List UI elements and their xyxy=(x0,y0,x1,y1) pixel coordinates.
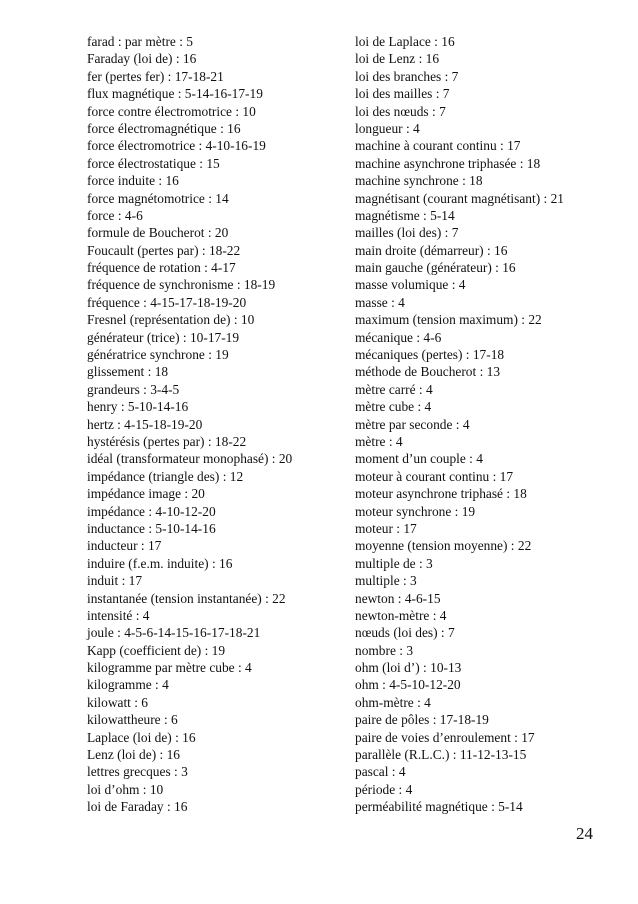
index-entry: génératrice synchrone : 19 xyxy=(87,347,229,363)
index-entry: flux magnétique : 5-14-16-17-19 xyxy=(87,86,263,102)
index-entry: impédance image : 20 xyxy=(87,486,205,502)
index-entry: mètre cube : 4 xyxy=(355,399,432,415)
index-entry: machine asynchrone triphasée : 18 xyxy=(355,155,541,171)
index-entry: fréquence : 4-15-17-18-19-20 xyxy=(87,294,247,310)
index-entry: Laplace (loi de) : 16 xyxy=(87,729,196,745)
index-entry: force électromagnétique : 16 xyxy=(87,120,241,136)
index-entry: henry : 5-10-14-16 xyxy=(87,399,189,415)
index-entry: mécanique : 4-6 xyxy=(355,329,442,345)
index-entry: grandeurs : 3-4-5 xyxy=(87,381,180,397)
index-entry: loi de Laplace : 16 xyxy=(355,34,455,49)
index-entry: induit : 17 xyxy=(87,573,143,589)
index-entry: perméabilité magnétique : 5-14 xyxy=(355,799,523,815)
index-entry: intensité : 4 xyxy=(87,607,150,623)
index-entry: mètre : 4 xyxy=(355,433,403,449)
index-entry: kilogramme par mètre cube : 4 xyxy=(87,660,252,676)
index-entry: ohm-mètre : 4 xyxy=(355,694,431,710)
index-entry: loi d’ohm : 10 xyxy=(87,781,164,797)
index-entry: inductance : 5-10-14-16 xyxy=(87,520,216,536)
index-entry: impédance : 4-10-12-20 xyxy=(87,503,216,519)
index-entry: hystérésis (pertes par) : 18-22 xyxy=(87,433,247,449)
index-entry: loi de Lenz : 16 xyxy=(355,51,440,67)
index-entry: mailles (loi des) : 7 xyxy=(355,225,459,241)
index-entry: période : 4 xyxy=(355,781,413,797)
index-entry: machine synchrone : 18 xyxy=(355,173,483,189)
index-entry: force magnétomotrice : 14 xyxy=(87,190,229,206)
index-entry: moteur asynchrone triphasé : 18 xyxy=(355,486,527,502)
index-entry: ohm (loi d’) : 10-13 xyxy=(355,660,462,676)
index-entry: Kapp (coefficient de) : 19 xyxy=(87,642,226,658)
index-entry: paire de voies d’enroulement : 17 xyxy=(355,729,535,745)
index-entry: instantanée (tension instantanée) : 22 xyxy=(87,590,286,606)
index-entry: masse volumique : 4 xyxy=(355,277,466,293)
index-entry: fréquence de synchronisme : 18-19 xyxy=(87,277,276,293)
index-entry: farad : par mètre : 5 xyxy=(87,34,193,49)
index-entry: loi de Faraday : 16 xyxy=(87,799,188,815)
index-entry: Foucault (pertes par) : 18-22 xyxy=(87,242,241,258)
index-entry: hertz : 4-15-18-19-20 xyxy=(87,416,203,432)
index-entry: Lenz (loi de) : 16 xyxy=(87,747,180,763)
index-entry: machine à courant continu : 17 xyxy=(355,138,521,154)
index-entry: moteur à courant continu : 17 xyxy=(355,468,514,484)
index-entry: induire (f.e.m. induite) : 16 xyxy=(87,555,233,571)
index-entry: générateur (trice) : 10-17-19 xyxy=(87,329,240,345)
index-entry: mètre carré : 4 xyxy=(355,381,433,397)
index-entry: moteur : 17 xyxy=(355,520,417,536)
index-entry: newton : 4-6-15 xyxy=(355,590,441,606)
index-entry: mètre par seconde : 4 xyxy=(355,416,470,432)
index-entry: idéal (transformateur monophasé) : 20 xyxy=(87,451,293,467)
index-entry: maximum (tension maximum) : 22 xyxy=(355,312,542,328)
index-entry: newton-mètre : 4 xyxy=(355,607,447,623)
index-entry: multiple : 3 xyxy=(355,573,417,589)
index-entry: formule de Boucherot : 20 xyxy=(87,225,229,241)
index-entry: méthode de Boucherot : 13 xyxy=(355,364,501,380)
index-entry: kilowatt : 6 xyxy=(87,694,148,710)
index-entry: force électromotrice : 4-10-16-19 xyxy=(87,138,266,154)
index-entry: inducteur : 17 xyxy=(87,538,162,554)
index-entry: loi des mailles : 7 xyxy=(355,86,450,102)
page-number: 24 xyxy=(576,824,593,843)
index-entry: glissement : 18 xyxy=(87,364,169,380)
index-entry: lettres grecques : 3 xyxy=(87,764,188,780)
index-entry: moteur synchrone : 19 xyxy=(355,503,476,519)
index-entry: loi des nœuds : 7 xyxy=(355,103,446,119)
index-entry: longueur : 4 xyxy=(355,120,420,136)
index-entry: magnétisant (courant magnétisant) : 21 xyxy=(355,190,564,206)
index-entry: fer (pertes fer) : 17-18-21 xyxy=(87,68,224,84)
index-entry: main droite (démarreur) : 16 xyxy=(355,242,508,258)
index-entry: force contre électromotrice : 10 xyxy=(87,103,256,119)
index-entry: paire de pôles : 17-18-19 xyxy=(355,712,489,728)
index-entry: nœuds (loi des) : 7 xyxy=(355,625,455,641)
index-entry: multiple de : 3 xyxy=(355,555,433,571)
index-entry: Fresnel (représentation de) : 10 xyxy=(87,312,255,328)
index-entry: masse : 4 xyxy=(355,294,405,310)
index-entry: loi des branches : 7 xyxy=(355,68,459,84)
index-entry: joule : 4-5-6-14-15-16-17-18-21 xyxy=(87,625,261,641)
index-entry: nombre : 3 xyxy=(355,642,414,658)
index-entry: kilowattheure : 6 xyxy=(87,712,178,728)
index-entry: ohm : 4-5-10-12-20 xyxy=(355,677,461,693)
index-entry: kilogramme : 4 xyxy=(87,677,169,693)
index-entry: force électrostatique : 15 xyxy=(87,155,220,171)
index-entry: magnétisme : 5-14 xyxy=(355,207,455,223)
index-column-left xyxy=(87,33,349,816)
index-entry: impédance (triangle des) : 12 xyxy=(87,468,244,484)
index-entry: force induite : 16 xyxy=(87,173,179,189)
index-column-right xyxy=(355,33,625,816)
index-entry: main gauche (générateur) : 16 xyxy=(355,260,516,276)
index-entry: mécaniques (pertes) : 17-18 xyxy=(355,347,505,363)
index-entry: pascal : 4 xyxy=(355,764,406,780)
index-entry: moyenne (tension moyenne) : 22 xyxy=(355,538,532,554)
index-entry: parallèle (R.L.C.) : 11-12-13-15 xyxy=(355,747,527,763)
index-entry: force : 4-6 xyxy=(87,207,143,223)
index-entry: moment d’un couple : 4 xyxy=(355,451,483,467)
index-entry: Faraday (loi de) : 16 xyxy=(87,51,197,67)
index-entry: fréquence de rotation : 4-17 xyxy=(87,260,236,276)
